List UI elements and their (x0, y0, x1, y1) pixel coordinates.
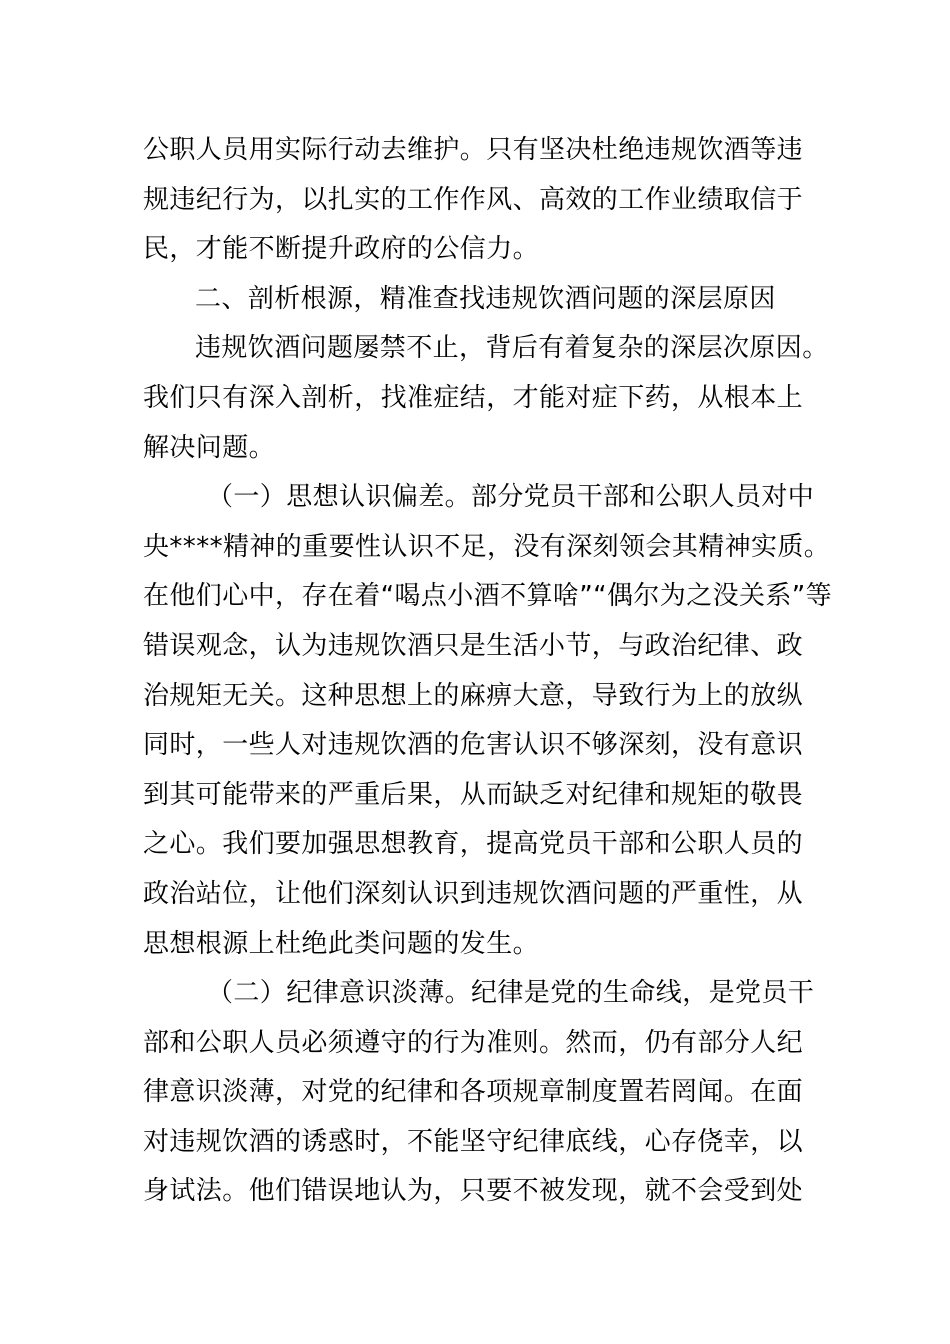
paragraph-line: 民，才能不断提升政府的公信力。 (143, 234, 540, 265)
paragraph-line: 政治站位，让他们深刻认识到违规饮酒问题的严重性，从 (143, 878, 804, 909)
paragraph-line: 之心。我们要加强思想教育，提高党员干部和公职人员的 (143, 829, 804, 860)
paragraph-line: 解决问题。 (143, 432, 276, 463)
paragraph-line: 思想根源上杜绝此类问题的发生。 (143, 928, 540, 959)
paragraph-line: 到其可能带来的严重后果，从而缺乏对纪律和规矩的敬畏 (143, 779, 804, 810)
paragraph-line: 规违纪行为，以扎实的工作作风、高效的工作业绩取信于 (143, 184, 804, 215)
paragraph-line: 央****精神的重要性认识不足，没有深刻领会其精神实质。 (143, 531, 831, 562)
paragraph-line: 律意识淡薄，对党的纪律和各项规章制度置若罔闻。在面 (143, 1077, 804, 1108)
paragraph-line: 部和公职人员必须遵守的行为准则。然而，仍有部分人纪 (143, 1027, 804, 1058)
section-heading: 二、剖析根源，精准查找违规饮酒问题的深层原因 (195, 283, 776, 314)
paragraph-line: 错误观念，认为违规饮酒只是生活小节，与政治纪律、政 (143, 630, 804, 661)
paragraph-line: 对违规饮酒的诱惑时，不能坚守纪律底线，心存侥幸，以 (143, 1126, 804, 1157)
subsection-line: （一）思想认识偏差。部分党员干部和公职人员对中 (207, 482, 815, 513)
paragraph-line: 我们只有深入剖析，找准症结，才能对症下药，从根本上 (143, 382, 804, 413)
paragraph-line: 公职人员用实际行动去维护。只有坚决杜绝违规饮酒等违 (143, 135, 804, 165)
paragraph-line: 违规饮酒问题屡禁不止，背后有着复杂的深层次原因。 (195, 333, 829, 364)
paragraph-line: 在他们心中，存在着“喝点小酒不算啥”“偶尔为之没关系”等 (143, 581, 833, 612)
paragraph-line: 身试法。他们错误地认为，只要不被发现，就不会受到处 (143, 1176, 804, 1207)
document-body (143, 126, 833, 1217)
paragraph-line: 治规矩无关。这种思想上的麻痹大意，导致行为上的放纵 (143, 680, 804, 711)
paragraph-line: 同时，一些人对违规饮酒的危害认识不够深刻，没有意识 (143, 730, 804, 761)
subsection-line: （二）纪律意识淡薄。纪律是党的生命线，是党员干 (207, 978, 815, 1009)
